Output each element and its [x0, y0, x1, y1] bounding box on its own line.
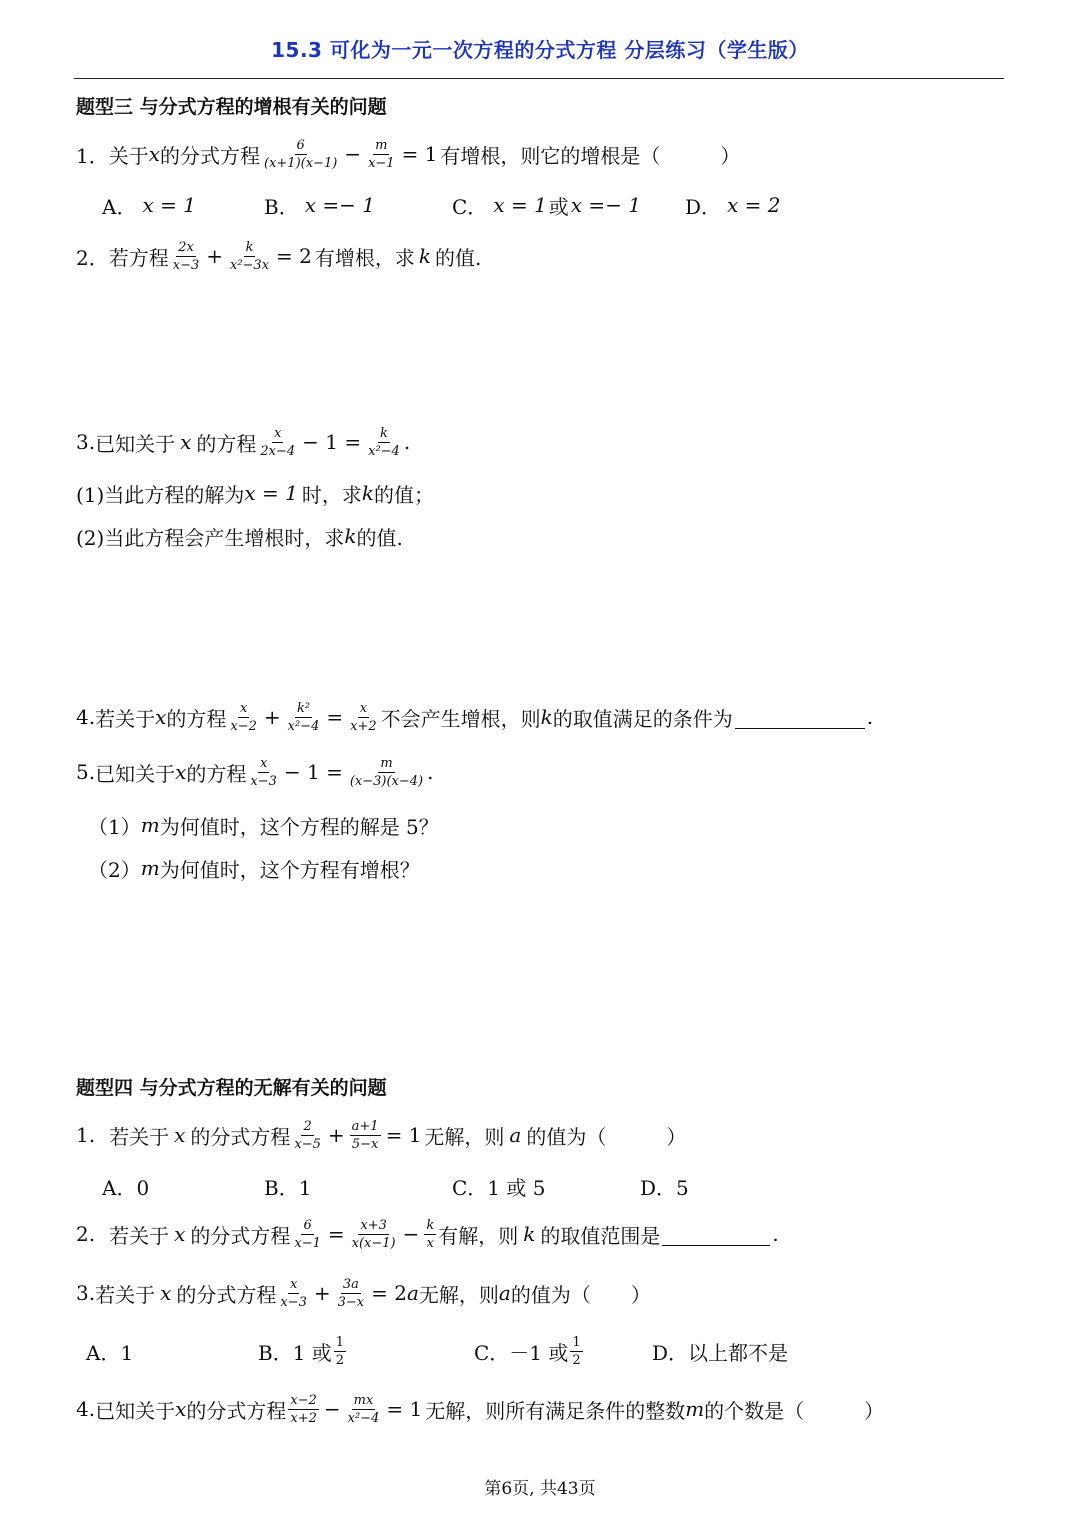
text: 关于 [108, 143, 149, 168]
text: . [427, 760, 434, 784]
variable: x [155, 705, 167, 729]
question-number: 4. [76, 705, 96, 729]
fraction [366, 426, 402, 459]
denominator: x(x−1) [351, 1235, 396, 1251]
equation-rhs: = 1 [386, 1397, 423, 1421]
s4-question-2 [76, 1214, 779, 1254]
numerator: k² [296, 700, 311, 716]
variable: a [406, 1281, 419, 1305]
fraction [336, 1277, 367, 1310]
variable: x [148, 142, 161, 166]
numerator: k [380, 425, 388, 441]
fraction [288, 1393, 319, 1426]
text: 有增根，则它的增根是（ ） [440, 143, 741, 168]
option-label: C．－1 或 [474, 1340, 569, 1365]
variable: a [509, 1123, 522, 1147]
text: 的取值范围是 [540, 1223, 661, 1248]
option-a: A．0 [102, 1175, 150, 1200]
numerator: x [289, 1276, 298, 1292]
variable: m [685, 1397, 705, 1421]
s3-q5-part-2 [88, 848, 420, 888]
text: 的值为（ ） [526, 1124, 687, 1149]
s3-question-4 [76, 697, 873, 737]
denominator: x−1 [294, 1235, 321, 1251]
option-label: B．1 或 [258, 1340, 332, 1365]
variable: k [540, 705, 553, 729]
question-number: 2. [76, 1222, 96, 1246]
denominator: x−1 [368, 155, 395, 171]
numerator: 2x [178, 239, 194, 255]
denominator: x−3 [250, 773, 277, 789]
fraction [346, 1393, 382, 1426]
text: 若关于 [109, 1223, 170, 1248]
denominator: x+2 [350, 718, 377, 734]
fraction [424, 1218, 436, 1251]
numerator: x−2 [290, 1392, 317, 1408]
fraction [292, 1119, 323, 1152]
denominator: x²−4 [287, 718, 320, 734]
text: 无解，则 [424, 1124, 505, 1149]
variable: k [361, 481, 374, 505]
fraction [278, 1277, 309, 1310]
fraction [258, 426, 297, 459]
option-value: x =− 1 [304, 193, 375, 217]
operator: + [263, 705, 281, 729]
variable: k [344, 524, 357, 548]
numerator: m [380, 755, 393, 771]
variable: x [175, 760, 187, 784]
text: 若关于 [95, 706, 156, 731]
fraction [228, 240, 271, 273]
numerator: 1 [335, 1334, 345, 1350]
option-b: B．1 [264, 1175, 312, 1200]
s3-question-5 [76, 752, 433, 792]
fraction [348, 701, 379, 734]
text: 若关于 [95, 1282, 156, 1307]
text: 的方程 [166, 706, 227, 731]
numerator: a+1 [351, 1118, 379, 1134]
operator: − [344, 142, 362, 166]
text: 无解，则所有满足条件的整数 [425, 1398, 686, 1423]
numerator: 3a [342, 1276, 359, 1292]
text: . [772, 1222, 779, 1246]
text: (1)当此方程的解为 [76, 482, 245, 507]
numerator: x+3 [360, 1217, 387, 1233]
denominator: (x+1)(x−1) [264, 155, 338, 171]
variable: k [418, 244, 432, 268]
fraction [348, 756, 425, 789]
operator: − [323, 1397, 341, 1421]
fraction [286, 701, 322, 734]
text: 的方程 [196, 431, 257, 456]
text: （2） [88, 857, 141, 882]
text: 的分式方程 [190, 1223, 291, 1248]
text: 的值. [435, 245, 482, 270]
variable: k [523, 1222, 536, 1246]
equation-rhs: = 1 [385, 1123, 422, 1147]
option-value: x = 1 [493, 193, 547, 217]
answer-blank[interactable] [662, 1223, 770, 1246]
denominator: 5−x [351, 1136, 379, 1152]
text: . [866, 705, 874, 729]
numerator: x [239, 700, 248, 716]
option-label: D． [685, 194, 722, 219]
text: 有解，则 [438, 1223, 519, 1248]
text: 的分式方程 [160, 143, 261, 168]
question-number: 3. [76, 430, 96, 454]
denominator: 2 [335, 1352, 345, 1368]
text: 无解，则 [418, 1282, 499, 1307]
operator: + [206, 244, 223, 268]
text: 的值. [356, 525, 403, 550]
numerator: 2 [303, 1118, 312, 1134]
question-number: 4. [76, 1397, 96, 1421]
numerator: 1 [572, 1334, 581, 1350]
option-value: x = 1 [142, 193, 196, 217]
variable: x [160, 1281, 172, 1305]
denominator: x²−4 [368, 443, 400, 459]
fraction [248, 756, 279, 789]
fraction [171, 240, 202, 273]
numerator: 6 [296, 137, 305, 153]
text: 已知关于 [95, 761, 176, 786]
text: 的方程 [186, 761, 247, 786]
option-d [685, 185, 781, 225]
variable: x [175, 1397, 187, 1421]
text: 不会产生增根，则 [380, 706, 541, 731]
option-d: D．以上都不是 [652, 1340, 789, 1365]
equation: x = 1 [244, 481, 298, 505]
page-number: 第6页, 共43页 [484, 1479, 596, 1499]
option-b [264, 185, 375, 225]
question-number: 5. [76, 760, 96, 784]
numerator: k [245, 239, 254, 255]
s3-question-3 [76, 422, 410, 462]
text: 的值为（ ） [510, 1282, 651, 1307]
fraction [570, 1335, 582, 1368]
option-c [474, 1331, 585, 1371]
numerator: mx [353, 1392, 374, 1408]
question-number: 3. [76, 1281, 96, 1305]
s4-question-1 [76, 1115, 686, 1155]
text: 为何值时，这个方程的解是 5？ [159, 814, 439, 839]
numerator: 6 [303, 1217, 312, 1233]
fraction [350, 1119, 381, 1152]
denominator: x−2 [230, 718, 257, 734]
text: . [403, 430, 411, 454]
operator: − 1 = [302, 430, 362, 454]
option-label: C． [452, 194, 488, 219]
option-label: B． [264, 194, 299, 219]
denominator: x−3 [280, 1294, 307, 1310]
s3-q3-part-2 [76, 516, 403, 556]
denominator: x²−4 [347, 1410, 380, 1426]
option-text: 或 [548, 194, 569, 219]
operator: + [327, 1123, 345, 1147]
question-number: 1． [76, 143, 109, 168]
variable: x [180, 430, 192, 454]
page-title: 15.3 可化为一元一次方程的分式方程 分层练习（学生版） [271, 38, 809, 62]
question-number: 1. [76, 1123, 96, 1147]
fraction [228, 701, 259, 734]
option-c [452, 185, 641, 225]
fraction [292, 1218, 323, 1251]
denominator: x²−3x [230, 257, 270, 273]
text: 的分式方程 [186, 1398, 287, 1423]
numerator: x [259, 755, 268, 771]
equation-rhs: = 2 [276, 244, 312, 268]
text: 的值； [373, 482, 434, 507]
denominator: (x−3)(x−4) [349, 773, 424, 789]
option-b [258, 1331, 348, 1371]
variable: m [140, 856, 160, 880]
text: 时，求 [301, 482, 362, 507]
s3-question-1 [76, 134, 740, 174]
question-number: 2． [76, 245, 109, 270]
option-value: x = 2 [727, 193, 781, 217]
section-heading-3: 题型三 与分式方程的增根有关的问题 [76, 96, 387, 118]
denominator: x [426, 1235, 434, 1251]
denominator: 2x−4 [260, 443, 296, 459]
text: 有增根，求 [314, 245, 415, 270]
option-value: x =− 1 [570, 193, 642, 217]
option-d: D．5 [640, 1175, 689, 1200]
option-label: A． [102, 194, 137, 219]
s3-q5-part-1 [88, 805, 439, 845]
text: 已知关于 [95, 1398, 176, 1423]
equation-rhs: = 2 [371, 1281, 407, 1305]
text: 的个数是（ ） [704, 1398, 885, 1423]
header-divider [74, 78, 1004, 79]
numerator: m [375, 137, 388, 153]
s4-question-3 [76, 1273, 651, 1313]
text: 若关于 [109, 1124, 170, 1149]
numerator: k [426, 1217, 435, 1233]
denominator: 2 [572, 1352, 581, 1368]
text: （1） [88, 814, 141, 839]
option-a [102, 185, 196, 225]
denominator: x−5 [294, 1136, 321, 1152]
section-heading-4: 题型四 与分式方程的无解有关的问题 [76, 1077, 387, 1099]
fraction [262, 138, 339, 171]
text: 为何值时，这个方程有增根？ [159, 857, 420, 882]
operator: = [327, 1222, 345, 1246]
answer-blank[interactable] [735, 706, 865, 729]
text: 已知关于 [95, 431, 176, 456]
s4-question-4 [76, 1389, 884, 1429]
text: (2)当此方程会产生增根时，求 [76, 525, 345, 550]
text: 若方程 [108, 245, 169, 270]
variable: m [140, 813, 160, 837]
option-c: C．1 或 5 [452, 1175, 546, 1200]
option-a: A．1 [86, 1340, 134, 1365]
s3-q3-part-1 [76, 473, 434, 513]
operator: + [313, 1281, 331, 1305]
operator: − [402, 1222, 420, 1246]
operator: = [326, 705, 344, 729]
numerator: x [274, 425, 282, 441]
text: 的取值满足的条件为 [552, 706, 733, 731]
numerator: x [359, 700, 368, 716]
fraction [366, 138, 397, 171]
denominator: 3−x [337, 1294, 365, 1310]
fraction [334, 1335, 346, 1368]
variable: a [498, 1281, 511, 1305]
denominator: x+2 [290, 1410, 317, 1426]
text: 的分式方程 [190, 1124, 291, 1149]
equation-rhs: = 1 [401, 142, 438, 166]
denominator: x−3 [172, 257, 200, 273]
variable: x [174, 1123, 186, 1147]
fraction [350, 1218, 398, 1251]
variable: x [174, 1222, 186, 1246]
operator: − 1 = [283, 760, 343, 784]
s3-question-2 [76, 236, 481, 276]
text: 的分式方程 [176, 1282, 277, 1307]
